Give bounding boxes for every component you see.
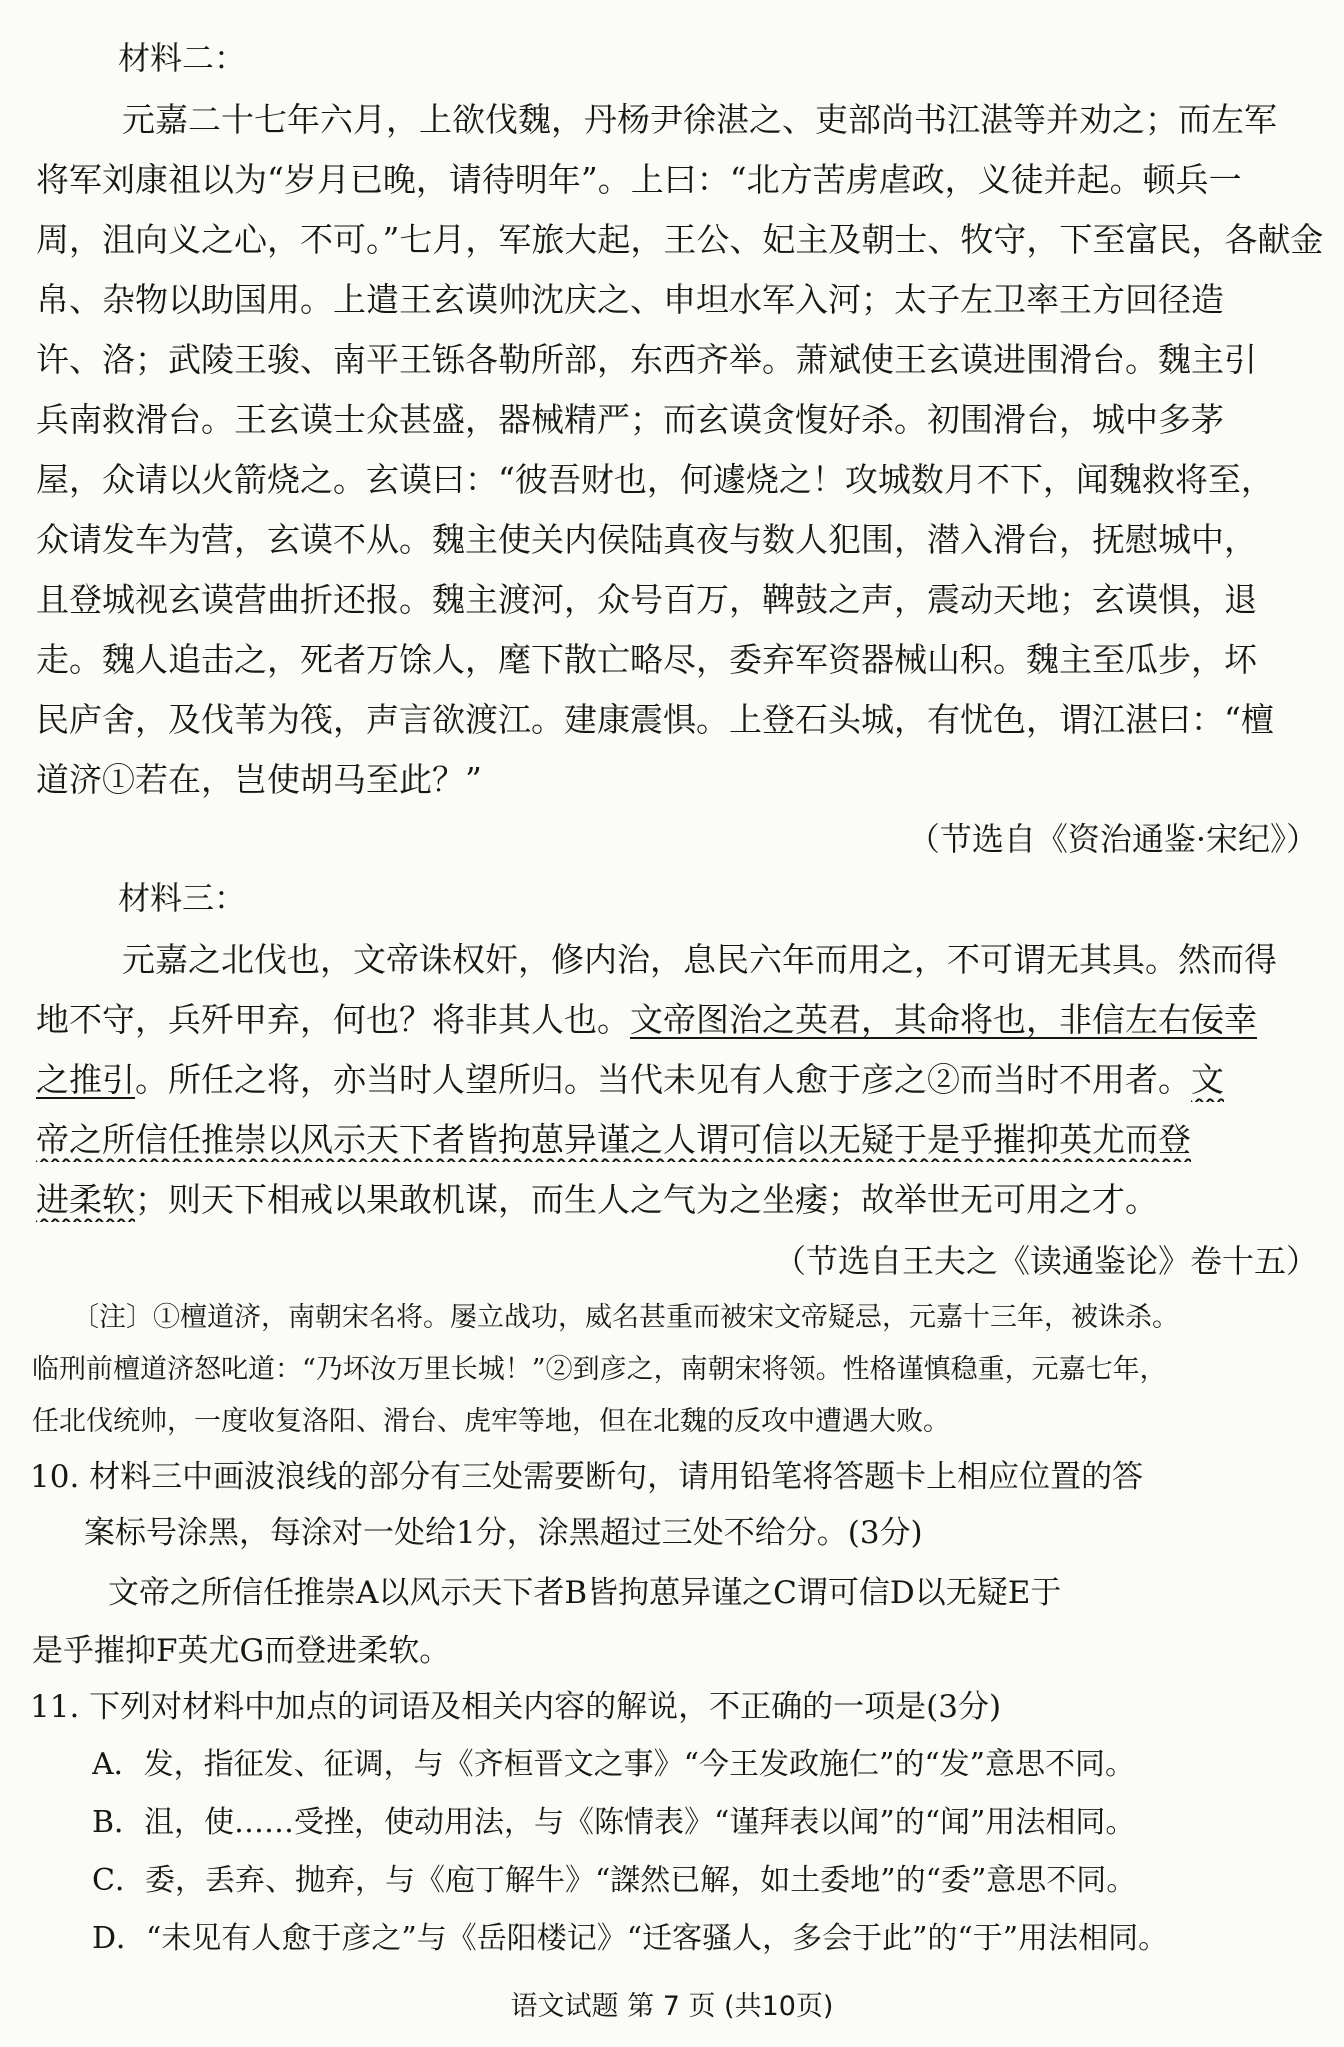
option-a: A．发，指征发、征调，与《齐桓晋文之事》“今王发政施仁”的“发”意思不同。	[92, 1747, 1136, 1782]
option-b: B．沮，使……受挫，使动用法，与《陈情表》“谨拜表以闻”的“闻”用法相同。	[92, 1805, 1136, 1840]
material3-line	[36, 1178, 1326, 1222]
question-11-stem: 11. 下列对材料中加点的词语及相关内容的解说，不正确的一项是(3分)	[30, 1689, 1002, 1725]
page-footer: 语文试题 第 7 页 (共10页)	[510, 1991, 834, 2022]
material2-line: 元嘉二十七年六月，上欲伐魏，丹杨尹徐湛之、吏部尚书江湛等并劝之；而左军	[122, 100, 1277, 139]
material3-line	[36, 1118, 1326, 1162]
question-10-stem: 10. 材料三中画波浪线的部分有三处需要断句，请用铅笔将答题卡上相应位置的答	[30, 1459, 1144, 1495]
material3-line: 元嘉之北伐也，文帝诛权奸，修内治，息民六年而用之，不可谓无其具。然而得	[122, 940, 1277, 979]
material3-text: 。所任之将，亦当时人望所归。当代未见有人愈于彦之②而当时不用者。	[135, 1060, 1191, 1099]
material2-line: 将军刘康祖以为“岁月已晚，请待明年”。上曰：“北方苦虏虐政，义徒并起。顿兵一	[36, 160, 1242, 199]
note-line: 临刑前檀道济怒叱道：“乃坏汝万里长城！”②到彦之，南朝宋将领。性格谨慎稳重，元嘉七年，	[32, 1354, 1167, 1385]
straight-underlined-text: 之推引	[36, 1060, 135, 1099]
straight-underlined-text: 文帝图治之英君，其命将也，非信左右佞幸	[630, 1000, 1257, 1039]
option-d: D．“未见有人愈于彦之”与《岳阳楼记》“迁客骚人，多会于此”的“于”用法相同。	[92, 1921, 1169, 1956]
material3-line	[36, 998, 1326, 1042]
material3-source: （节选自王夫之《读通鉴论》卷十五）	[773, 1242, 1318, 1280]
material3-heading: 材料三：	[118, 879, 247, 917]
material2-line: 道济①若在，岂使胡马至此？”	[36, 760, 482, 799]
question-10-sentence: 文帝之所信任推崇A以风示天下者B皆拘葸异谨之C谓可信D以无疑E于	[108, 1575, 1062, 1611]
note-line: 任北伐统帅，一度收复洛阳、滑台、虎牢等地，但在北魏的反攻中遭遇大败。	[32, 1406, 950, 1437]
material2-line: 许、洛；武陵王骏、南平王铄各勒所部，东西齐举。萧斌使王玄谟进围滑台。魏主引	[36, 340, 1257, 379]
note-line: 〔注〕①檀道济，南朝宋名将。屡立战功，威名甚重而被宋文帝疑忌，元嘉十三年，被诛杀。	[72, 1302, 1179, 1333]
question-10-stem-cont: 案标号涂黑，每涂对一处给1分，涂黑超过三处不给分。(3分)	[84, 1515, 923, 1551]
material3-text: ；则天下相戒以果敢机谋，而生人之气为之坐痿；故举世无可用之才。	[135, 1180, 1158, 1219]
wavy-underlined-text: 帝之所信任推崇以风示天下者皆拘葸异谨之人谓可信以无疑于是乎摧抑英尤而登	[36, 1120, 1191, 1159]
option-c: C．委，丢弃、抛弃，与《庖丁解牛》“謋然已解，如土委地”的“委”意思不同。	[92, 1863, 1137, 1898]
material2-line: 屋，众请以火箭烧之。玄谟曰：“彼吾财也，何遽烧之！攻城数月不下，闻魏救将至，	[36, 460, 1274, 499]
material3-text: 地不守，兵歼甲弃，何也？将非其人也。	[36, 1000, 630, 1039]
material2-line: 且登城视玄谟营曲折还报。魏主渡河，众号百万，鞞鼓之声，震动天地；玄谟惧，退	[36, 580, 1257, 619]
material2-heading: 材料二：	[118, 39, 247, 77]
wavy-underlined-text: 文	[1191, 1060, 1224, 1099]
material2-line: 周，沮向义之心，不可。”七月，军旅大起，王公、妃主及朝士、牧守，下至富民，各献金	[36, 220, 1324, 259]
material2-line: 走。魏人追击之，死者万馀人，麾下散亡略尽，委弃军资器械山积。魏主至瓜步，坏	[36, 640, 1257, 679]
material2-line: 帛、杂物以助国用。上遣王玄谟帅沈庆之、申坦水军入河；太子左卫率王方回径造	[36, 280, 1224, 319]
material3-line	[36, 1058, 1326, 1102]
material2-source: （节选自《资治通鉴·宋纪》）	[907, 820, 1318, 858]
material2-line: 众请发车为营，玄谟不从。魏主使关内侯陆真夜与数人犯围，潜入滑台，抚慰城中，	[36, 520, 1257, 559]
material2-line: 兵南救滑台。王玄谟士众甚盛，器械精严；而玄谟贪愎好杀。初围滑台，城中多茅	[36, 400, 1224, 439]
material2-line: 民庐舍，及伐苇为筏，声言欲渡江。建康震惧。上登石头城，有忧色，谓江湛曰：“檀	[36, 700, 1274, 739]
question-10-sentence: 是乎摧抑F英尤G而登进柔软。	[32, 1633, 451, 1669]
wavy-underlined-text: 进柔软	[36, 1180, 135, 1219]
